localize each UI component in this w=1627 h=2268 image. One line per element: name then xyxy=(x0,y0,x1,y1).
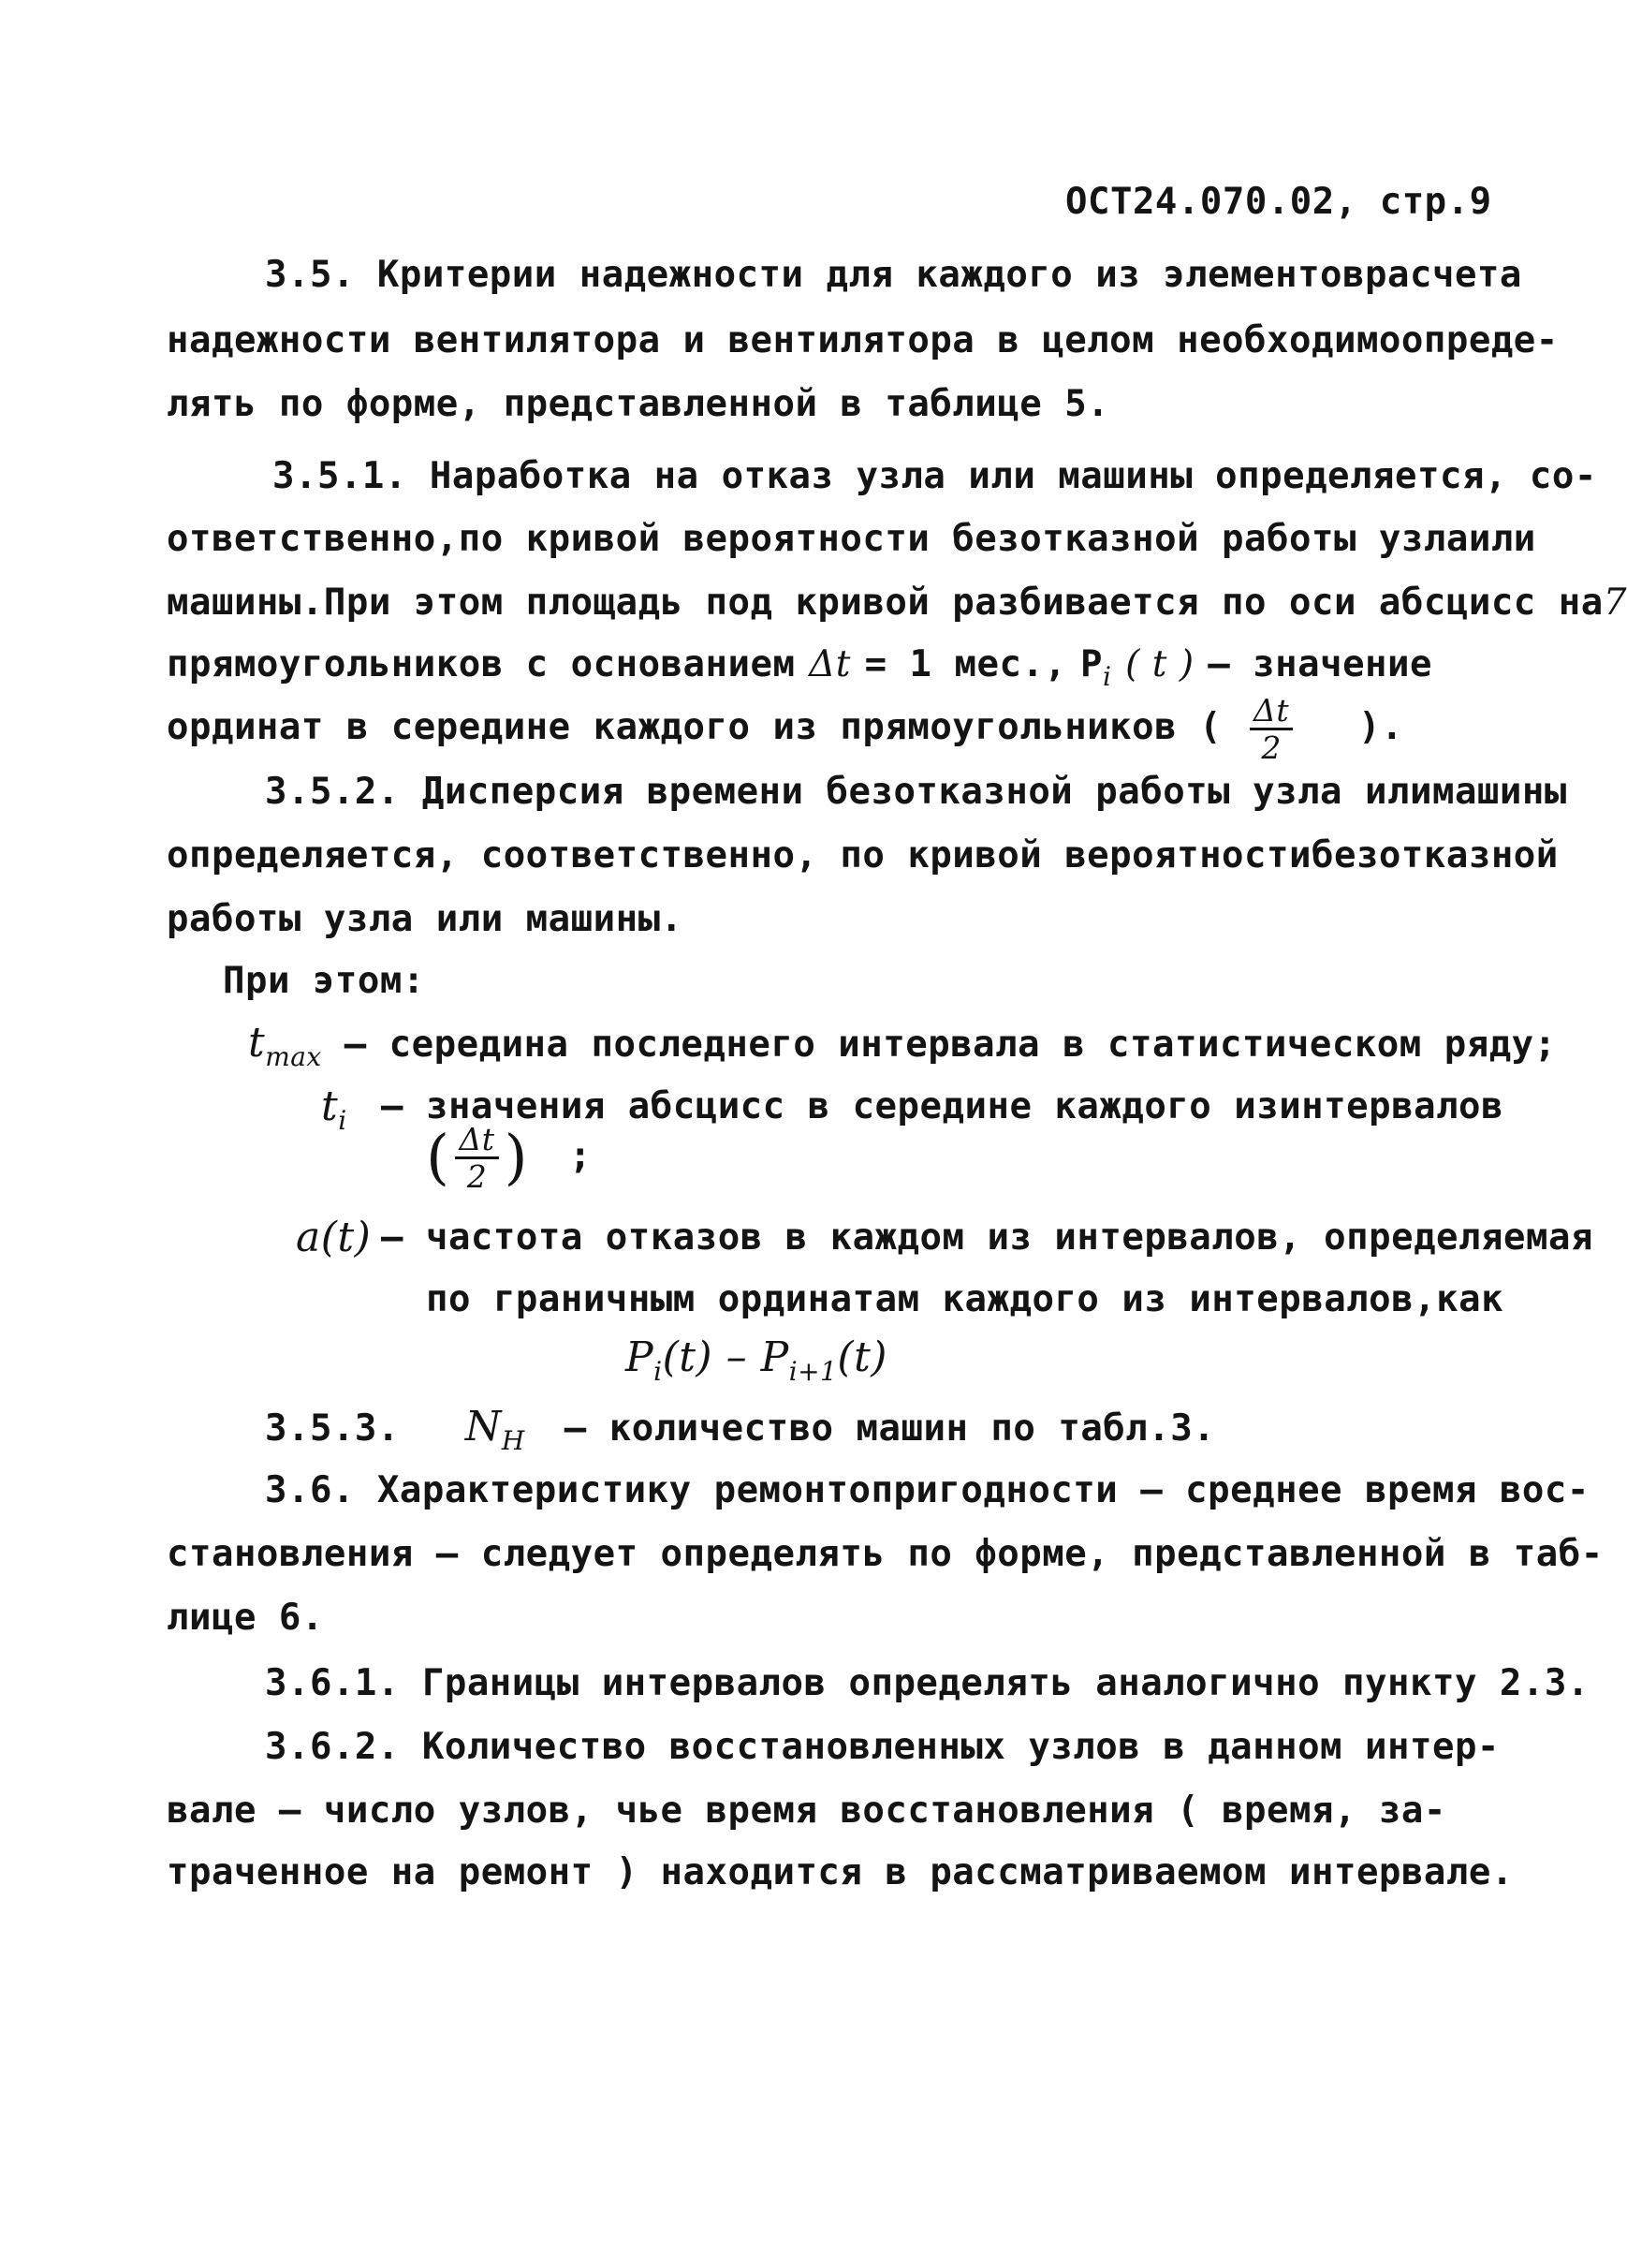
n-h-symbol: $N_H$ xyxy=(464,1403,525,1456)
delta-t-symbol: Δt xyxy=(809,643,851,685)
t-i-definition: – значения абсцисс в середине каждого из интервалов xyxy=(381,1085,1504,1127)
para-3-6-line-3: лице 6. xyxy=(167,1597,324,1639)
fraction-delta-t-over-2: $\frac{\Delta t}{2}$ xyxy=(1250,695,1293,763)
page-header: ОСТ24.070.02, стр.9 xyxy=(1065,181,1492,223)
t-max-symbol: $t_{max}$ xyxy=(248,1019,322,1072)
para-3-5-3: 3.5.3. $N_H$ – количество машин по табл.3. xyxy=(265,1403,1216,1456)
para-3-6-line-1: 3.6. Характеристику ремонтопригодности – среднее время вос- xyxy=(265,1469,1590,1511)
t-i-fraction: ( $\frac{\Delta t}{2}$ ) ; xyxy=(426,1121,592,1195)
para-3-5-1-line-2: ответственно,по кривой вероятности безотказной работы узла или xyxy=(167,518,1536,560)
para-3-6-line-2: становления – следует определять по форме, представленной в таб- xyxy=(167,1533,1604,1575)
para-3-6-2-line-2: вале – число узлов, чье время восстановления ( время, за- xyxy=(167,1789,1446,1832)
para-3-5-line-1: 3.5. Критерии надежности для каждого из элементов расчета xyxy=(265,254,1522,296)
a-t-definition-line-2: по граничным ординатам каждого из интервалов, как xyxy=(426,1278,1504,1320)
para-3-5-1-line-4: прямоугольников с основанием Δt = 1 мес., $P_i$ ( t ) – значение xyxy=(167,642,1432,700)
rect-count: 7 xyxy=(1603,582,1627,624)
a-t-symbol: a(t) xyxy=(296,1214,372,1261)
para-3-5-1-line-3: машины.При этом площадь под кривой разбивается по оси абсцисс на7 xyxy=(167,582,1627,624)
t-max-definition: $t_{max}$ – середина последнего интервала в статистическом ряду; xyxy=(248,1019,1557,1072)
para-3-5-line-2: надежности вентилятора и вентилятора в целом необходимо опреде- xyxy=(167,319,1559,361)
para-3-5-2-line-3: работы узла или машины. xyxy=(167,898,683,940)
a-t-formula: $P_i(t) - P_{i+1}(t)$ xyxy=(625,1333,887,1387)
para-3-5-1-line-1: 3.5.1. Наработка на отказ узла или машины определяется, со- xyxy=(272,455,1597,497)
para-3-6-1: 3.6.1. Границы интервалов определять аналогично пункту 2.3. xyxy=(265,1662,1590,1704)
para-3-6-2-line-3: траченное на ремонт ) находится в рассматриваемом интервале. xyxy=(167,1851,1514,1893)
a-t-definition-line-1: – частота отказов в каждом из интервалов, определяемая xyxy=(381,1216,1593,1259)
para-3-5-line-3: лять по форме, представленной в таблице 5. xyxy=(167,383,1110,425)
p-i-symbol: $P_i$ xyxy=(1080,643,1112,692)
t-i-symbol: $t_i$ xyxy=(321,1082,347,1136)
para-3-6-2-line-1: 3.6.2. Количество восстановленных узлов в данном интер- xyxy=(265,1726,1500,1768)
para-3-5-2-line-1: 3.5.2. Дисперсия времени безотказной работы узла или машины xyxy=(265,771,1567,813)
when-label: При этом: xyxy=(223,960,425,1002)
para-3-5-2-line-2: определяется, соответственно, по кривой вероятности безотказной xyxy=(167,834,1559,876)
para-3-5-1-line-5: ординат в середине каждого из прямоугольников ( $\frac{\Delta t}{2}$ ). xyxy=(167,692,1404,766)
